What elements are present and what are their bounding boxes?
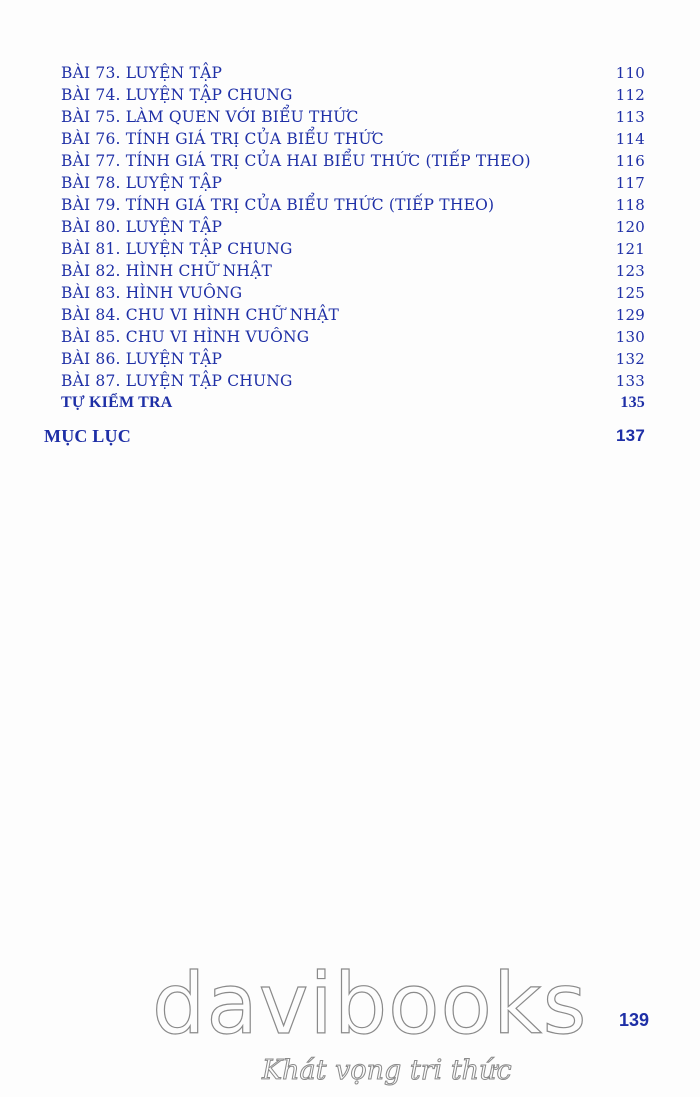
toc-entry[interactable]	[0, 216, 700, 238]
toc-entry-page: 121	[615, 240, 645, 258]
toc-entry[interactable]	[0, 84, 700, 106]
toc-entry[interactable]	[0, 304, 700, 326]
toc-entry-title: TỰ KIỂM TRA	[61, 394, 173, 411]
toc-entry-page: 130	[615, 328, 645, 346]
toc-entry-page: 116	[615, 152, 645, 170]
toc-entry-title: BÀI 84. CHU VI HÌNH CHỮ NHẬT	[61, 306, 340, 324]
table-of-contents	[0, 62, 700, 448]
toc-entry-title: BÀI 82. HÌNH CHỮ NHẬT	[61, 262, 273, 280]
toc-entry-title: BÀI 85. CHU VI HÌNH VUÔNG	[61, 328, 310, 346]
toc-entry-page: 110	[615, 64, 645, 82]
toc-entry-page: 123	[615, 262, 645, 280]
toc-entry[interactable]	[0, 194, 700, 216]
toc-entry[interactable]	[0, 260, 700, 282]
toc-section-title: MỤC LỤC	[44, 426, 131, 446]
watermark-slogan: Khát vọng tri thức	[262, 1055, 512, 1086]
toc-section-page: 137	[616, 426, 645, 445]
toc-entry-page: 129	[615, 306, 645, 324]
toc-entry-title: BÀI 76. TÍNH GIÁ TRỊ CỦA BIỂU THỨC	[61, 130, 384, 148]
toc-entry-title: BÀI 81. LUYỆN TẬP CHUNG	[61, 240, 293, 258]
toc-entry-page: 118	[615, 196, 645, 214]
publisher-watermark	[150, 955, 588, 1095]
toc-entry-title: BÀI 80. LUYỆN TẬP	[61, 218, 223, 236]
toc-entry-page: 133	[615, 372, 645, 390]
watermark-brand: davibooks	[152, 955, 588, 1053]
toc-entry[interactable]	[0, 370, 700, 392]
toc-entry-page: 113	[615, 108, 645, 126]
toc-entry-page: 120	[615, 218, 645, 236]
toc-entry-title: BÀI 78. LUYỆN TẬP	[61, 174, 223, 192]
toc-entry-title: BÀI 75. LÀM QUEN VỚI BIỂU THỨC	[61, 108, 359, 126]
toc-entry-title: BÀI 77. TÍNH GIÁ TRỊ CỦA HAI BIỂU THỨC (TIẾP THEO)	[61, 152, 531, 170]
toc-entry[interactable]	[0, 326, 700, 348]
toc-entry[interactable]	[0, 348, 700, 370]
toc-entry-title: BÀI 73. LUYỆN TẬP	[61, 64, 223, 82]
toc-entry-page: 114	[615, 130, 645, 148]
toc-entry-self-test[interactable]	[0, 392, 700, 414]
toc-entry-page: 125	[615, 284, 645, 302]
toc-entry-title: BÀI 79. TÍNH GIÁ TRỊ CỦA BIỂU THỨC (TIẾP THEO)	[61, 196, 495, 214]
toc-entry-title: BÀI 86. LUYỆN TẬP	[61, 350, 223, 368]
toc-entry[interactable]	[0, 106, 700, 128]
toc-entry[interactable]	[0, 282, 700, 304]
toc-entry-page: 117	[615, 174, 645, 192]
toc-entry-title: BÀI 74. LUYỆN TẬP CHUNG	[61, 86, 293, 104]
toc-entry[interactable]	[0, 238, 700, 260]
toc-entry[interactable]	[0, 62, 700, 84]
toc-entry-page: 112	[615, 86, 645, 104]
toc-entry[interactable]	[0, 150, 700, 172]
toc-entry-title: BÀI 87. LUYỆN TẬP CHUNG	[61, 372, 293, 390]
page-number: 139	[618, 1010, 649, 1030]
toc-entry[interactable]	[0, 172, 700, 194]
toc-entry-page: 132	[615, 350, 645, 368]
toc-entry[interactable]	[0, 128, 700, 150]
toc-section-contents[interactable]	[0, 424, 700, 448]
toc-entry-page: 135	[620, 394, 645, 411]
toc-entry-title: BÀI 83. HÌNH VUÔNG	[61, 284, 243, 302]
